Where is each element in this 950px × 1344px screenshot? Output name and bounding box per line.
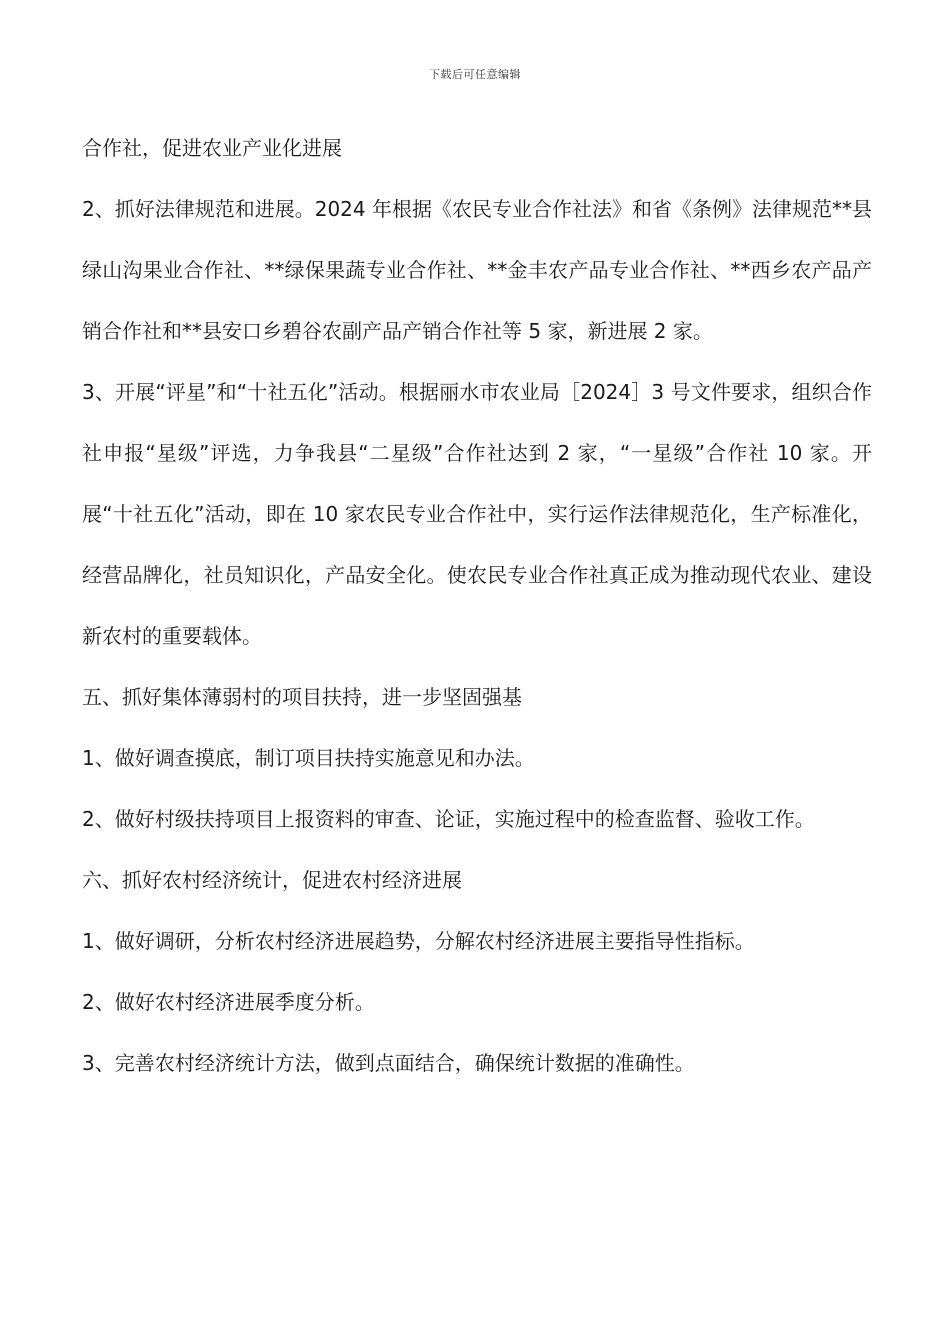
- document-body: [82, 118, 872, 1094]
- paragraph-survey-investigation: 1、做好调查摸底，制订项目扶持实施意见和办法。: [82, 746, 535, 770]
- paragraph-cooperative-heading-continued: 合作社，促进农业产业化进展: [82, 136, 342, 160]
- paragraph-statistics-method: 3、完善农村经济统计方法，做到点面结合，确保统计数据的准确性。: [82, 1051, 695, 1075]
- section-heading-economic-statistics: 六、抓好农村经济统计，促进农村经济进展: [82, 868, 462, 892]
- paragraph-legal-standardization: 2、抓好法律规范和进展。2024 年根据《农民专业合作社法》和省《条例》法律规范**县绿山沟果业合作社、**绿保果蔬专业合作社、**金丰农产品专业合作社、**西乡农产品产销合作社和**县安口乡碧谷农副产品产销合作社等 5 家，新进展 2 家。: [82, 197, 872, 343]
- paragraph-star-rating-activity: 3、开展“评星”和“十社五化”活动。根据丽水市农业局［2024］3 号文件要求，组织合作社申报“星级”评选，力争我县“二星级”合作社达到 2 家，“一星级”合作社 10 家。开展“十社五化”活动，即在 10 家农民专业合作社中，实行运作法律规范化，生产标准化，经营品牌化，社员知识化，产品安全化。使农民专业合作社真正成为推动现代农业、建设新农村的重要载体。: [82, 380, 872, 648]
- paragraph-project-review: 2、做好村级扶持项目上报资料的审查、论证，实施过程中的检查监督、验收工作。: [82, 807, 815, 831]
- page-header-note: 下载后可任意编辑: [429, 68, 521, 81]
- section-heading-weak-village-support: 五、抓好集体薄弱村的项目扶持，进一步坚固强基: [82, 685, 522, 709]
- paragraph-quarterly-analysis: 2、做好农村经济进展季度分析。: [82, 990, 375, 1014]
- paragraph-research-analysis: 1、做好调研，分析农村经济进展趋势，分解农村经济进展主要指导性指标。: [82, 929, 755, 953]
